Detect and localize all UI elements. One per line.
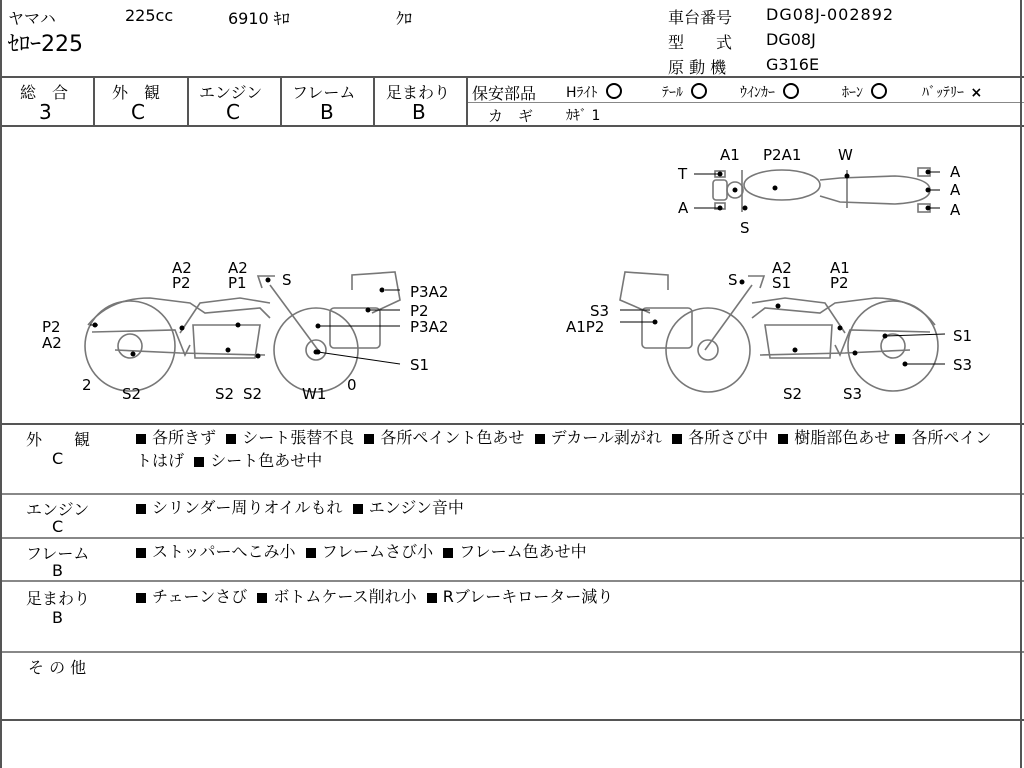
circle-icon: [783, 83, 799, 99]
label-left-p3a2-2: P3A2: [410, 318, 449, 336]
remark-engine-grade: C: [52, 517, 64, 536]
key-label: カ ギ: [488, 107, 534, 125]
mileage: 6910 ｷﾛ: [228, 9, 290, 28]
remark-exterior-label: 外 観: [26, 430, 91, 449]
safety-label: 保安部品: [472, 84, 537, 103]
remark-suspension-grade: B: [52, 608, 63, 627]
headlight-label: Hﾗｲﾄ: [566, 85, 598, 101]
cross-icon: ×: [970, 85, 983, 101]
circle-icon: [691, 83, 707, 99]
label-left-w1: W1: [302, 385, 327, 403]
winker-label: ｳｲﾝｶｰ: [740, 85, 775, 101]
remark-item: 各所ペイントはげ: [136, 428, 992, 470]
label-left-0: 0: [347, 376, 357, 394]
label-left-a2-3: A2: [42, 334, 62, 352]
displacement: 225cc: [125, 6, 174, 25]
label-top-w: W: [838, 146, 853, 164]
grade-exterior-value: C: [131, 100, 145, 124]
label-right-s: S: [728, 271, 738, 289]
remark-item: 樹脂部色あせ: [778, 428, 890, 447]
circle-icon: [871, 83, 887, 99]
label-right-s1-1: S1: [772, 274, 792, 292]
remark-frame-label: フレーム: [26, 544, 90, 563]
remark-item: シリンダー周りオイルもれ: [136, 498, 343, 517]
label-left-s2-1: S2: [122, 385, 142, 403]
motorcycle-damage-diagram: [0, 127, 1020, 422]
remark-exterior-items: [136, 426, 1006, 472]
grade-frame-value: B: [320, 100, 334, 124]
remark-exterior-grade: C: [52, 449, 64, 468]
remark-item: 各所さび中: [672, 428, 768, 447]
label-left-p3a2-1: P3A2: [410, 283, 449, 301]
label-right-p2: P2: [830, 274, 849, 292]
label-left-s2-2: S2: [215, 385, 235, 403]
label-left-s2-3: S2: [243, 385, 263, 403]
remark-suspension-items: [136, 585, 613, 608]
safety-battery: [922, 82, 982, 102]
type-label: 型 式: [668, 33, 733, 52]
grade-overall-label: 総 合: [20, 83, 69, 102]
label-left-p2-1: P2: [172, 274, 191, 292]
remark-frame-grade: B: [52, 561, 63, 580]
diagram-labels-top: [677, 146, 961, 237]
remark-item: 各所ペイント色あせ: [364, 428, 524, 447]
damage-points: [93, 170, 931, 367]
remark-item: 各所きず: [136, 428, 216, 447]
remark-item: デカール剥がれ: [535, 428, 662, 447]
grade-suspension-label: 足まわり: [386, 83, 451, 102]
safety-winker: [740, 82, 799, 102]
safety-tail: [662, 82, 707, 102]
engine-label: 原 動 機: [668, 58, 727, 77]
label-right-s3-1: S3: [590, 302, 610, 320]
type-value: DG08J: [766, 30, 816, 49]
safety-headlight: [566, 82, 622, 102]
label-right-s3-2: S3: [953, 356, 973, 374]
model-name: ｾﾛｰ225: [8, 32, 83, 57]
engine-value: G316E: [766, 55, 820, 74]
tail-label: ﾃｰﾙ: [662, 85, 683, 101]
remark-frame-items: [136, 540, 587, 563]
label-top-t: T: [678, 165, 688, 183]
label-top-p2a1: P2A1: [763, 146, 802, 164]
circle-icon: [606, 83, 622, 99]
horn-label: ﾎｰﾝ: [842, 85, 863, 101]
label-top-a-r3: A: [950, 201, 961, 219]
grade-overall-value: 3: [39, 100, 52, 124]
grade-suspension-value: B: [412, 100, 426, 124]
label-left-p1: P1: [228, 274, 247, 292]
grade-exterior-label: 外 観: [112, 83, 161, 102]
maker: ヤマハ: [8, 9, 56, 28]
label-right-a2: A2: [772, 259, 792, 277]
label-top-a-r2: A: [950, 181, 961, 199]
frame-no-label: 車台番号: [668, 8, 733, 27]
label-top-a-left: A: [678, 199, 689, 217]
label-right-s1-2: S1: [953, 327, 973, 345]
remark-item: エンジン音中: [353, 498, 464, 517]
safety-horn: [842, 82, 887, 102]
remark-engine-items: [136, 496, 464, 519]
battery-label: ﾊﾞｯﾃﾘｰ: [922, 85, 964, 101]
remark-other-label: そ の 他: [28, 658, 87, 677]
label-top-s: S: [740, 219, 750, 237]
label-top-a1: A1: [720, 146, 740, 164]
remark-item: シート色あせ中: [194, 451, 322, 470]
label-left-p2-3: P2: [42, 318, 61, 336]
remark-item: フレームさび小: [306, 542, 433, 561]
grade-engine-value: C: [226, 100, 240, 124]
remark-item: チェーンさび: [136, 587, 247, 606]
frame-no: DG08J-002892: [766, 5, 895, 24]
label-right-a1p2: A1P2: [566, 318, 605, 336]
label-right-s3-3: S3: [843, 385, 863, 403]
label-top-a-r1: A: [950, 163, 961, 181]
label-left-2: 2: [82, 376, 92, 394]
color: ｸﾛ: [396, 9, 413, 28]
motorcycle-top-view-icon: [713, 168, 930, 212]
label-left-p2-2: P2: [410, 302, 429, 320]
remark-item: ストッパーへこみ小: [136, 542, 296, 561]
label-left-a2-2: A2: [228, 259, 248, 277]
grade-engine-label: エンジン: [199, 83, 263, 102]
label-right-s2: S2: [783, 385, 803, 403]
remark-engine-label: エンジン: [26, 500, 90, 519]
remark-suspension-label: 足まわり: [26, 589, 91, 608]
key-value: ｶｷﾞ 1: [566, 108, 601, 124]
remark-item: ボトムケース削れ小: [257, 587, 416, 606]
label-right-a1: A1: [830, 259, 850, 277]
label-left-s1: S1: [410, 356, 430, 374]
remark-item: Rブレーキローター減り: [427, 587, 613, 606]
remark-item: シート張替不良: [226, 428, 354, 447]
label-left-a2-1: A2: [172, 259, 192, 277]
remark-item: フレーム色あせ中: [443, 542, 586, 561]
label-left-s: S: [282, 271, 292, 289]
grade-frame-label: フレーム: [292, 83, 356, 102]
